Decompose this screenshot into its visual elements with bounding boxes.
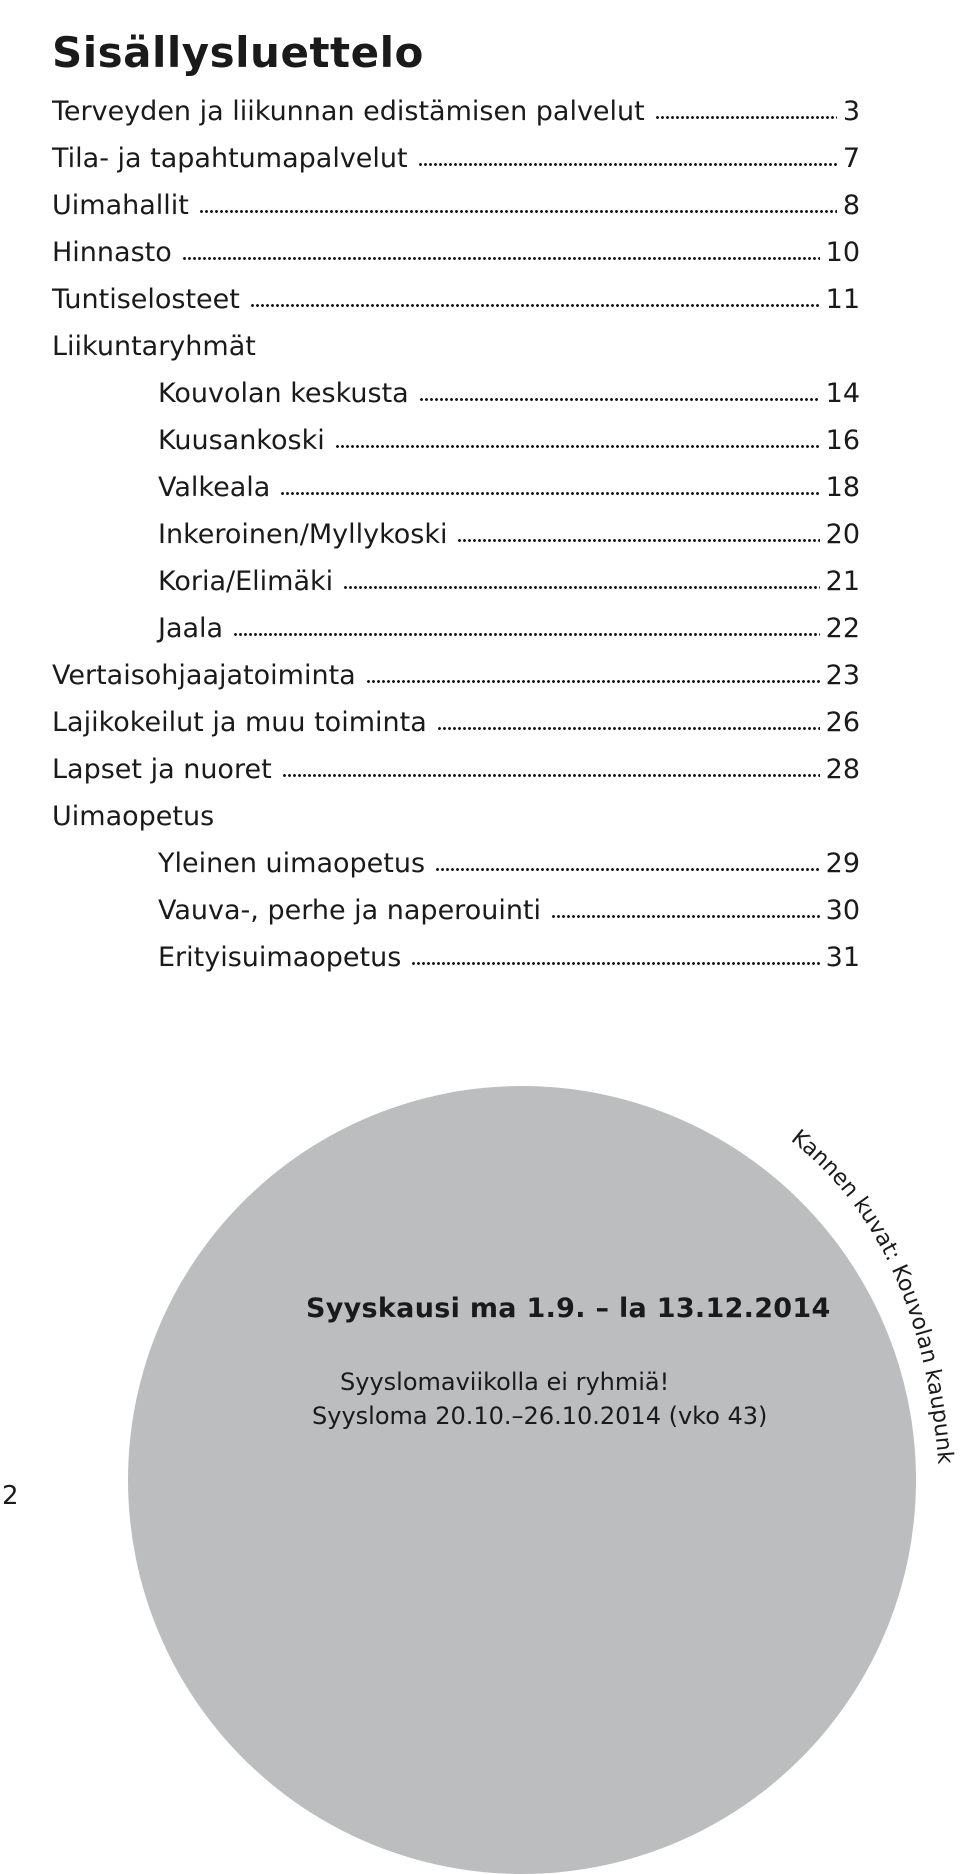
toc-entry-page: 11 [825, 284, 860, 315]
toc-entry-label: Jaala [158, 613, 224, 644]
toc-entry-page: 10 [825, 237, 860, 268]
toc-entry-label: Vauva-, perhe ja naperouinti [158, 895, 542, 926]
toc-entry [158, 888, 860, 934]
toc-entry [52, 700, 860, 746]
toc-dot-leader [655, 113, 837, 121]
toc-dot-leader [366, 677, 820, 685]
autumn-break-dates: Syysloma 20.10.–26.10.2014 (vko 43) [312, 1402, 768, 1430]
toc-dot-leader [280, 489, 819, 497]
toc-entry-label: Tila- ja tapahtumapalvelut [52, 143, 408, 174]
toc-entry-label: Inkeroinen/Myllykoski [158, 519, 448, 550]
toc-entry-label: Tuntiselosteet [52, 284, 240, 315]
toc-entry-label: Hinnasto [52, 237, 172, 268]
toc-dot-leader [437, 724, 820, 732]
autumn-break-note: Syyslomaviikolla ei ryhmiä! [340, 1368, 670, 1396]
toc-dot-leader [282, 771, 820, 779]
toc-entry-label: Erityisuimaopetus [158, 942, 402, 973]
toc-entry-label: Kouvolan keskusta [158, 378, 409, 409]
toc-dot-leader [199, 207, 837, 215]
toc-entry-page: 30 [825, 895, 860, 926]
toc-dot-leader [411, 959, 819, 967]
toc-entry-page: 23 [825, 660, 860, 691]
toc-entry-label: Kuusankoski [158, 425, 325, 456]
toc-entry-page: 7 [842, 143, 860, 174]
toc-dot-leader [551, 912, 820, 920]
toc-dot-leader [457, 536, 819, 544]
season-title: Syyskausi ma 1.9. – la 13.12.2014 [306, 1293, 831, 1324]
toc-entry-page: 29 [825, 848, 860, 879]
toc-entry [158, 418, 860, 464]
toc-dot-leader [343, 583, 819, 591]
toc-entry-label: Uimahallit [52, 190, 189, 221]
svg-text:Kannen kuvat: Kouvolan kaupunk [757, 1101, 957, 1465]
toc-dot-leader [435, 865, 820, 873]
toc-entry-label: Uimaopetus [52, 801, 215, 832]
toc-entry [52, 324, 860, 370]
toc-entry [52, 794, 860, 840]
toc-entry-label: Yleinen uimaopetus [158, 848, 426, 879]
toc-entry-page: 28 [825, 754, 860, 785]
cover-credit-text: Kannen kuvat: Kouvolan kaupunki [756, 1101, 958, 1466]
toc-entry-page: 16 [825, 425, 860, 456]
toc-entry-page: 14 [825, 378, 860, 409]
toc-entry [52, 653, 860, 699]
toc-entry [158, 559, 860, 605]
toc-entry [158, 371, 860, 417]
toc-entry-page: 20 [825, 519, 860, 550]
toc-entry-label: Vertaisohjaajatoiminta [52, 660, 356, 691]
toc-dot-leader [250, 301, 820, 309]
toc-entry [52, 183, 860, 229]
toc-entry [52, 277, 860, 323]
cover-photo-credit [756, 1101, 960, 1480]
toc-entry [52, 747, 860, 793]
toc-entry-label: Valkeala [158, 472, 271, 503]
toc-entry [158, 465, 860, 511]
toc-dot-leader [233, 630, 820, 638]
toc-entry [52, 136, 860, 182]
toc-entry [52, 89, 860, 135]
toc-entry-page: 8 [842, 190, 860, 221]
toc-entry-label: Lajikokeilut ja muu toiminta [52, 707, 427, 738]
toc-entry-page: 21 [825, 566, 860, 597]
toc-entry-label: Terveyden ja liikunnan edistämisen palvelut [52, 96, 645, 127]
toc-entry-page: 3 [842, 96, 860, 127]
toc-entry-page: 26 [825, 707, 860, 738]
toc-entry-page: 18 [825, 472, 860, 503]
toc-dot-leader [419, 395, 820, 403]
toc-entry [52, 230, 860, 276]
page-number: 2 [2, 1481, 19, 1511]
toc-entry-page: 31 [825, 942, 860, 973]
toc-entry-page: 22 [825, 613, 860, 644]
toc-entry-label: Koria/Elimäki [158, 566, 334, 597]
toc-entry [158, 606, 860, 652]
toc-dot-leader [335, 442, 820, 450]
page-title: Sisällysluettelo [52, 28, 424, 78]
toc-dot-leader [418, 160, 837, 168]
toc-entry [158, 935, 860, 981]
toc-entry [158, 841, 860, 887]
toc-dot-leader [182, 254, 820, 262]
toc-entry [158, 512, 860, 558]
toc-entry-label: Liikuntaryhmät [52, 331, 256, 362]
toc-entry-label: Lapset ja nuoret [52, 754, 272, 785]
